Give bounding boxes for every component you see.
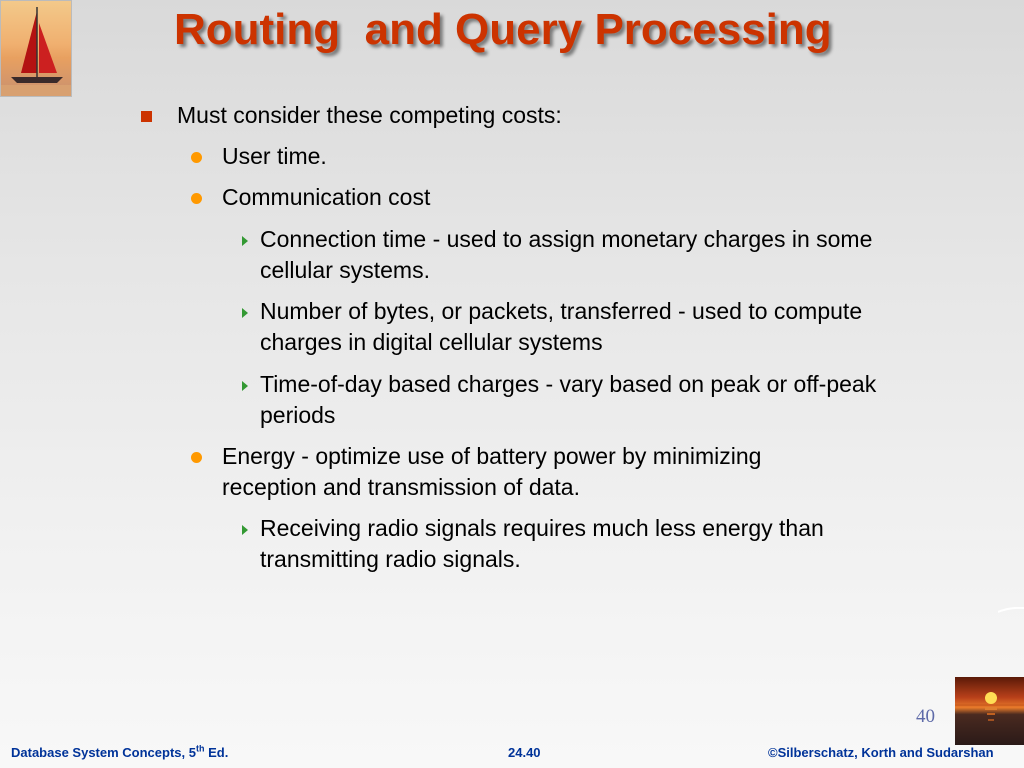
footer-slide-number: 24.40	[508, 745, 541, 760]
arrow-bullet-icon	[242, 308, 248, 318]
bullet-item: Number of bytes, or packets, transferred - used to compute charges in digital cellular systems	[260, 298, 863, 355]
footer-book-title: Database System Concepts, 5th Ed.	[11, 743, 229, 760]
bullet-item: Receiving radio signals requires much less energy than transmitting radio signals.	[260, 515, 824, 572]
bullet-item: User time.	[222, 143, 327, 169]
slide-title: Routing and Query Processing	[174, 5, 832, 54]
dot-bullet-icon	[191, 193, 202, 204]
swoosh-decoration	[998, 607, 1024, 613]
arrow-bullet-icon	[242, 236, 248, 246]
arrow-bullet-icon	[242, 381, 248, 391]
sunset-logo	[955, 677, 1024, 745]
bullet-item: Must consider these competing costs:	[177, 102, 562, 128]
arrow-bullet-icon	[242, 525, 248, 535]
square-bullet-icon	[141, 111, 152, 122]
bullet-item: Communication cost	[222, 184, 431, 210]
footer-copyright: ©Silberschatz, Korth and Sudarshan	[768, 745, 994, 760]
dot-bullet-icon	[191, 152, 202, 163]
sailboat-logo	[0, 0, 72, 97]
page-number: 40	[916, 706, 935, 727]
bullet-item: Time-of-day based charges - vary based on peak or off-peak periods	[260, 371, 877, 428]
bullet-item: Connection time - used to assign monetary charges in some cellular systems.	[260, 226, 873, 283]
dot-bullet-icon	[191, 452, 202, 463]
bullet-item: Energy - optimize use of battery power by minimizing reception and transmission of data.	[222, 443, 762, 500]
